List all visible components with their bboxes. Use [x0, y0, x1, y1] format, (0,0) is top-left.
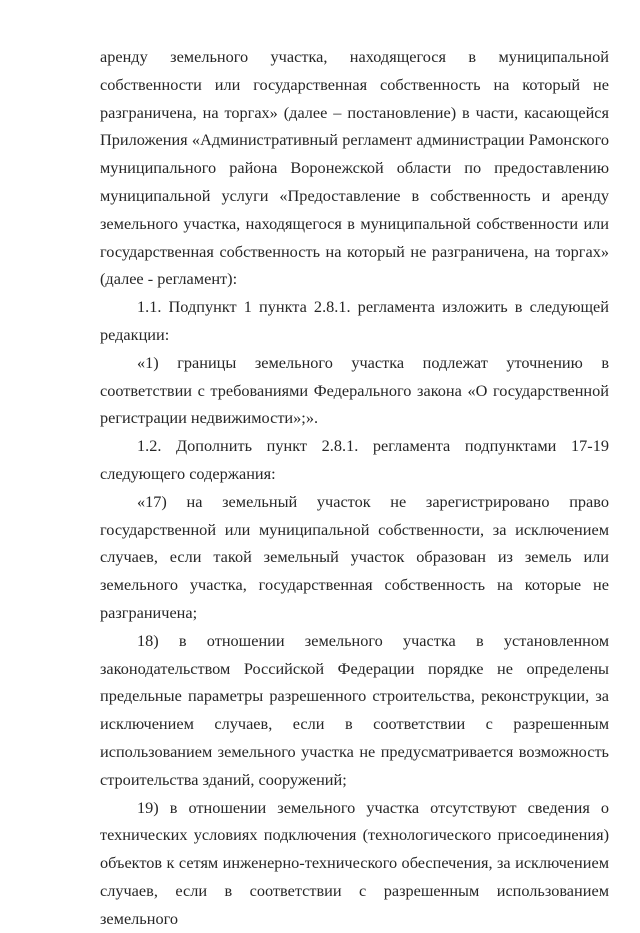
paragraph-item-1-1: 1.1. Подпункт 1 пункта 2.8.1. регламента изложить в следующей редакции: — [100, 297, 609, 344]
paragraph-subitem-1: «1) границы земельного участка подлежат уточнению в соответствии с требованиями Федерального закона «О государственной регистрации недвижимости»;». — [100, 352, 609, 428]
paragraph-subitem-17: «17) на земельный участок не зарегистрировано право государственной или муниципальной собственности, за исключением случаев, если такой земельный участок образован из земель или земельного участка, государственная собственность на которые не разграничена; — [100, 491, 609, 622]
paragraph-regulation-intro: аренду земельного участка, находящегося в муниципальной собственности или государственная собственность на который не разграничена, на торгах» (далее – постановление) в части, касающейся Приложения «Административный регламент администрации Рамонского муниципального района Воронежской области по предоставлению муниципальной услуги «Предоставление в собственность и аренду земельного участка, находящегося в муниципальной собственности или государственная собственность на который не разграничена, на торгах» (далее - регламент): — [100, 47, 609, 289]
paragraph-item-1-2: 1.2. Дополнить пункт 2.8.1. регламента подпунктами 17-19 следующего содержания: — [100, 436, 609, 483]
paragraph-subitem-19: 19) в отношении земельного участка отсутствуют сведения о технических условиях подключения (технологического присоединения) объектов к сетям инженерно-технического обеспечения, за исключением случаев, если в соответствии с разрешенным использованием земельного — [100, 797, 609, 928]
document-body — [100, 43, 609, 933]
paragraph-subitem-18: 18) в отношении земельного участка в установленном законодательством Российской Федерации порядке не определены предельные параметры разрешенного строительства, реконструкции, за исключением случаев, если в соответствии с разрешенным использованием земельного участка не предусматривается возможность строительства зданий, сооружений; — [100, 630, 609, 789]
